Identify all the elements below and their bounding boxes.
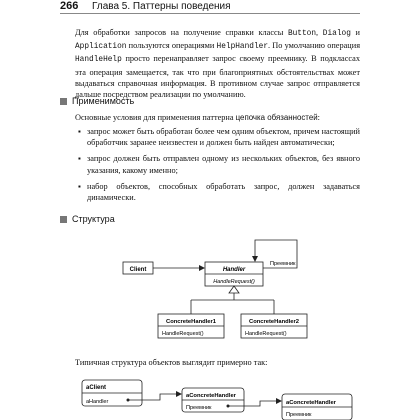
concrete-handler-2-field: Преемник <box>286 412 312 418</box>
concrete-handler1-label: ConcreteHandler1 <box>166 319 216 325</box>
aclient-label: aClient <box>86 385 107 391</box>
concrete-handler-1-label: aConcreteHandler <box>186 393 236 399</box>
handler-op-label: HandleRequest() <box>213 279 255 285</box>
concrete-handler2-label: ConcreteHandler2 <box>249 319 299 325</box>
intro-text-5: . По умолчанию операция <box>268 41 361 51</box>
page-number: 266 <box>60 0 79 12</box>
intro-text-3: и <box>350 28 360 37</box>
pattern-name: цепочка обязанностей <box>235 113 318 122</box>
concrete-handler2-op: HandleRequest() <box>245 331 287 337</box>
intro-text-1: Для обработки запросов на получение справки классы <box>75 28 288 37</box>
successor-arrow-icon <box>276 398 282 404</box>
concrete-handler1-op: HandleRequest() <box>162 331 204 337</box>
code-helphandler: HelpHandler <box>216 43 268 52</box>
list-item: ▪ набор объектов, способных обработать запрос, должен задаваться динамически. <box>78 181 360 203</box>
chapter-title: Глава 5. Паттерны поведения <box>92 1 231 12</box>
section-heading: Применимость <box>72 96 135 106</box>
ahandler-dot-icon <box>127 399 130 402</box>
lead-end: : <box>317 113 320 122</box>
client-label: Client <box>129 267 147 273</box>
concrete-handler-2-label: aConcreteHandler <box>286 400 336 406</box>
code-handlehelp: HandleHelp <box>75 56 122 65</box>
code-button: Button <box>287 30 317 38</box>
section-heading: Структура <box>72 214 115 224</box>
intro-text-4: пользуются операциями <box>126 41 217 51</box>
code-dialog: Dialog <box>322 30 351 38</box>
intro-text-2: , <box>316 28 323 37</box>
concrete-handler-1-field: Преемник <box>186 405 212 411</box>
list-item: ▪ запрос должен быть отправлен одному из нескольких объектов, без явного указания, какому именно; <box>78 153 360 175</box>
ahandler-arrow-icon <box>176 391 182 397</box>
lead-text: Основные условия для применения паттерна <box>75 113 236 122</box>
ahandler-label: aHandler <box>86 399 109 405</box>
intro-text-6: просто перенаправляет запрос своему преемнику. В подклассах эта операция замещается, так что при благоприятных обстоятельствах может выдаваться справочная информация. В противном случае запрос отправляется дальше посредством реализации по умолчанию. <box>75 54 360 100</box>
object-structure-text: Типичная структура объектов выглядит примерно так: <box>75 358 268 367</box>
handler-label: Handler <box>222 267 246 273</box>
list-item: ▪ запрос может быть обработан более чем одним объектом, причем настоящий обработчик заранее неизвестен и должен быть найден автоматически; <box>78 126 360 148</box>
successor-label: Преемник <box>270 261 296 267</box>
code-application: Application <box>75 43 127 52</box>
successor-dot-icon <box>227 405 230 408</box>
